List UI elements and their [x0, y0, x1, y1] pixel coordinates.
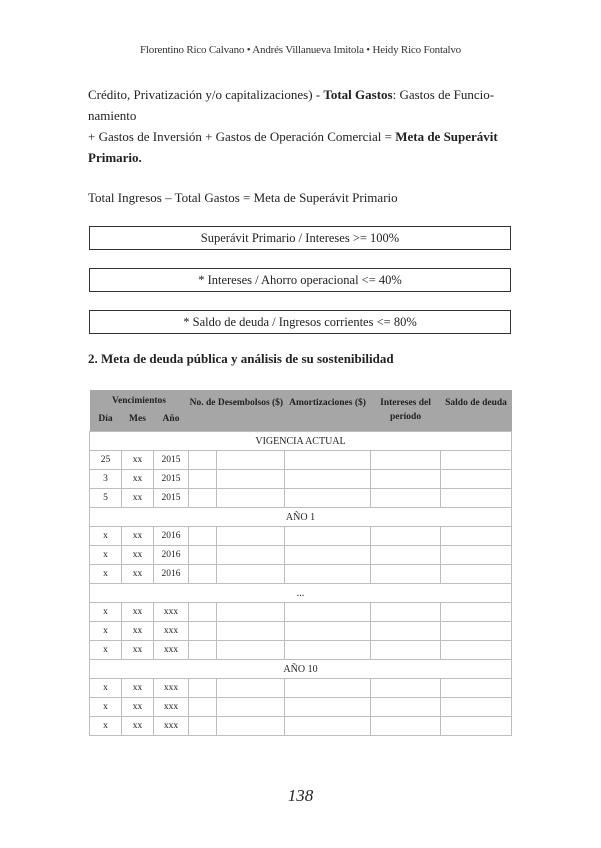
cell-anio: xxx	[154, 698, 189, 717]
cell-dia: x	[90, 641, 122, 660]
header-amortizaciones: Amortizaciones ($)	[285, 390, 371, 432]
table-row	[90, 698, 512, 717]
text-line: namiento	[88, 108, 137, 123]
paragraph-gastos	[88, 84, 514, 168]
header-vencimientos: Vencimientos	[90, 390, 189, 412]
page-number: 138	[287, 786, 314, 805]
text-line: + Gastos de Inversión + Gastos de Operación Comercial =	[88, 129, 396, 144]
header-saldo: Saldo de deuda	[441, 390, 512, 432]
cell-dia: x	[90, 603, 122, 622]
cell-dia: 3	[90, 470, 122, 489]
table-row	[90, 622, 512, 641]
cell-anio: 2016	[154, 546, 189, 565]
cell-anio: 2016	[154, 565, 189, 584]
table-row	[90, 565, 512, 584]
cell-anio: xxx	[154, 603, 189, 622]
cell-dia: 25	[90, 451, 122, 470]
header-anio: Año	[154, 412, 189, 432]
header-intereses: Intereses del período	[371, 390, 441, 432]
cell-mes: xx	[122, 565, 154, 584]
debt-table	[89, 390, 512, 736]
cell-anio: xxx	[154, 622, 189, 641]
table-row	[90, 546, 512, 565]
table-row	[90, 679, 512, 698]
text-line: Crédito, Privatización y/o capitalizaciones) -	[88, 87, 324, 102]
cell-anio: 2015	[154, 470, 189, 489]
cell-dia: x	[90, 565, 122, 584]
cell-dia: x	[90, 679, 122, 698]
cell-anio: 2015	[154, 451, 189, 470]
formula-text: Total Ingresos – Total Gastos = Meta de Superávit Primario	[88, 190, 398, 205]
header-no-de: No. de	[189, 390, 217, 432]
cell-anio: 2015	[154, 489, 189, 508]
table-body	[90, 432, 512, 736]
section-row	[90, 660, 512, 679]
table-row	[90, 451, 512, 470]
section-label: ...	[90, 584, 512, 603]
table-row	[90, 717, 512, 736]
indicator-box-intereses: * Intereses / Ahorro operacional <= 40%	[89, 268, 511, 292]
cell-dia: x	[90, 698, 122, 717]
cell-anio: xxx	[154, 641, 189, 660]
section-row	[90, 432, 512, 451]
section-label: AÑO 1	[90, 508, 512, 527]
cell-anio: xxx	[154, 679, 189, 698]
section-label: VIGENCIA ACTUAL	[90, 432, 512, 451]
cell-mes: xx	[122, 546, 154, 565]
cell-dia: 5	[90, 489, 122, 508]
table-row	[90, 603, 512, 622]
header-dia: Día	[90, 412, 122, 432]
table-row	[90, 527, 512, 546]
table-row	[90, 489, 512, 508]
running-header: Florentino Rico Calvano • Andrés Villanueva Imitola • Heidy Rico Fontalvo	[140, 44, 461, 56]
cell-mes: xx	[122, 698, 154, 717]
cell-mes: xx	[122, 622, 154, 641]
cell-mes: xx	[122, 717, 154, 736]
table-row	[90, 641, 512, 660]
cell-mes: xx	[122, 679, 154, 698]
section-row	[90, 584, 512, 603]
cell-dia: x	[90, 546, 122, 565]
table-row	[90, 470, 512, 489]
cell-anio: 2016	[154, 527, 189, 546]
header-mes: Mes	[122, 412, 154, 432]
text-line: : Gastos de Funcio-	[392, 87, 495, 102]
cell-dia: x	[90, 717, 122, 736]
section-row	[90, 508, 512, 527]
bold-term: Meta de Superávit	[395, 129, 498, 144]
indicator-box-saldo-deuda: * Saldo de deuda / Ingresos corrientes <= 80%	[89, 310, 511, 334]
cell-mes: xx	[122, 451, 154, 470]
indicator-box-superavit: Superávit Primario / Intereses >= 100%	[89, 226, 511, 250]
cell-mes: xx	[122, 489, 154, 508]
cell-mes: xx	[122, 603, 154, 622]
header-desembolsos: Desembolsos ($)	[217, 390, 285, 432]
section-label: AÑO 10	[90, 660, 512, 679]
section-title: 2. Meta de deuda pública y análisis de su sostenibilidad	[88, 351, 394, 366]
cell-anio: xxx	[154, 717, 189, 736]
header-row	[90, 390, 512, 412]
cell-mes: xx	[122, 641, 154, 660]
bold-term: Total Gastos	[323, 87, 393, 102]
bold-term: Primario.	[88, 150, 142, 165]
cell-mes: xx	[122, 527, 154, 546]
cell-dia: x	[90, 527, 122, 546]
cell-mes: xx	[122, 470, 154, 489]
cell-dia: x	[90, 622, 122, 641]
